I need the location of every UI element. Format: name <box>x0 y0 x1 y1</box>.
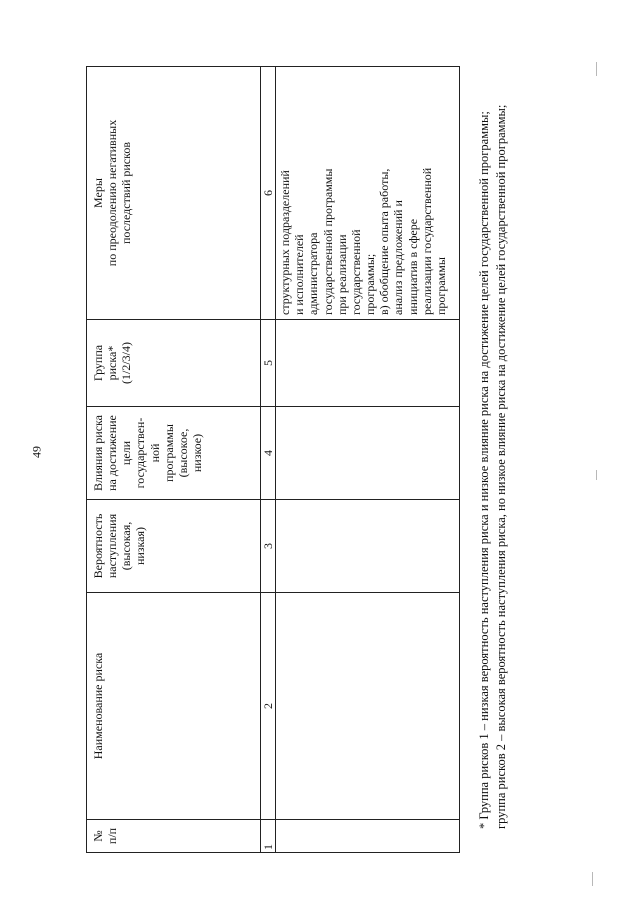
column-number: 1 <box>261 820 276 853</box>
risk-name-cell <box>276 593 460 820</box>
table-column-numbers-row <box>261 67 276 853</box>
risk-group-cell <box>276 320 460 407</box>
column-number: 3 <box>261 500 276 593</box>
row-index-cell <box>276 820 460 853</box>
column-number: 6 <box>261 67 276 320</box>
probability-cell <box>276 500 460 593</box>
header-cell: Наименование риска <box>87 593 261 820</box>
column-number: 2 <box>261 593 276 820</box>
header-cell: Влияния риска на достижение цели государствен- ной программы (высокое, низкое) <box>87 407 261 500</box>
header-cell: Группа риска* (1/2/3/4) <box>87 320 261 407</box>
column-number: 4 <box>261 407 276 500</box>
header-cell: Вероятность наступления (высокая, низкая) <box>87 500 261 593</box>
table-row <box>276 67 460 853</box>
table-header-row <box>87 67 261 853</box>
header-cell: Меры по преодолению негативных последствий рисков <box>87 67 261 320</box>
header-cell: № п/п <box>87 820 261 853</box>
risk-table <box>86 66 460 853</box>
footnote-group-2: группа рисков 2 – высокая вероятность наступления риска, но низкое влияние риска на достижение целей государственной программы; <box>494 104 508 829</box>
footnote-block <box>476 67 510 853</box>
column-number: 5 <box>261 320 276 407</box>
measures-cell: структурных подразделений и исполнителей администратора государственной программы при реализации государственной программы; в) обобщение опыта работы, анализ предложений и инициатив в сфере реализации государственной программы <box>276 67 460 320</box>
impact-cell <box>276 407 460 500</box>
footnote-group-1: * Группа рисков 1 – низкая вероятность наступления риска и низкое влияние риска на достижение целей государственной программы; <box>477 111 491 829</box>
page-number: 49 <box>29 446 44 458</box>
